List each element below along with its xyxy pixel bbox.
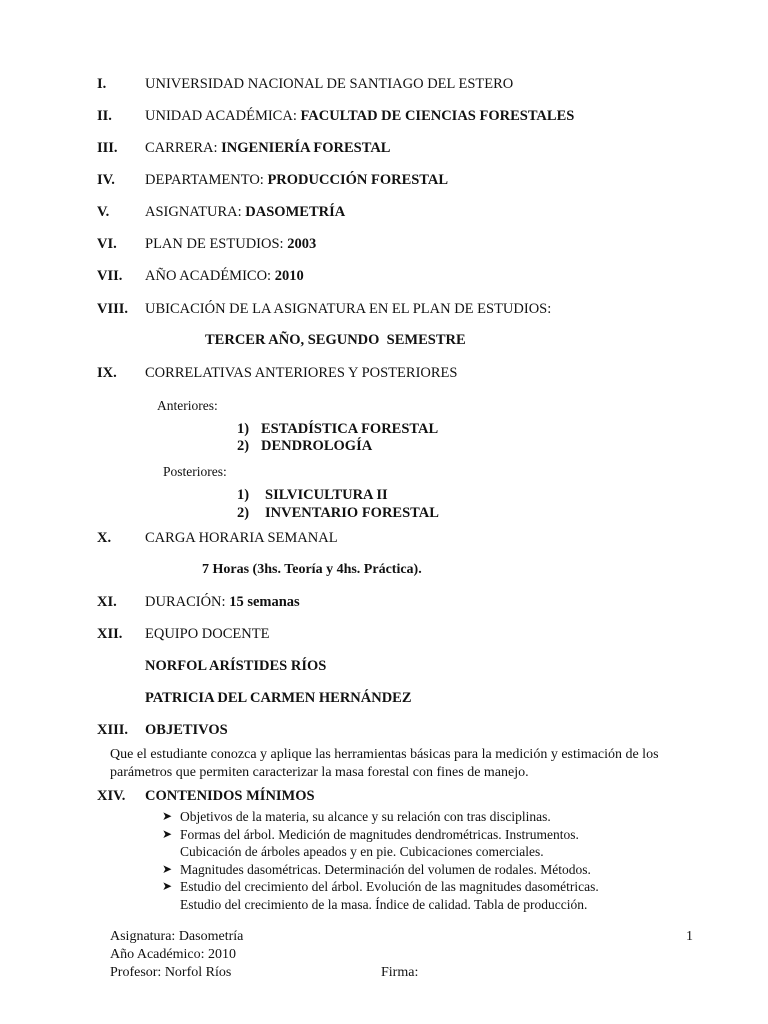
item-text: INVENTARIO FORESTAL xyxy=(265,505,439,521)
section-8 xyxy=(97,301,552,318)
arrow-bullet-icon: ➤ xyxy=(162,826,173,841)
section-value: FACULTAD DE CIENCIAS FORESTALES xyxy=(300,108,575,124)
docente-name: PATRICIA DEL CARMEN HERNÁNDEZ xyxy=(145,690,412,706)
item-text: ESTADÍSTICA FORESTAL xyxy=(261,421,439,437)
section-label: CARGA HORARIA SEMANAL xyxy=(145,530,338,546)
section-7 xyxy=(97,268,304,285)
section-13 xyxy=(97,722,228,739)
section-label: EQUIPO DOCENTE xyxy=(145,626,270,642)
section-number: IV. xyxy=(97,172,115,188)
arrow-bullet-icon: ➤ xyxy=(162,861,173,876)
list-item: ➤ Objetivos de la materia, su alcance y su relación con tras disciplinas. xyxy=(162,809,551,824)
section-label: DEPARTAMENTO: xyxy=(145,172,264,188)
arrow-bullet-icon: ➤ xyxy=(162,809,173,823)
section-label: PLAN DE ESTUDIOS: xyxy=(145,236,284,252)
section-value: PRODUCCIÓN FORESTAL xyxy=(267,172,449,188)
item-number: 2) xyxy=(237,505,250,521)
section-2 xyxy=(97,108,575,125)
section-number: V. xyxy=(97,204,110,220)
section-label: OBJETIVOS xyxy=(145,722,228,738)
section-14 xyxy=(97,788,315,805)
section-label: DURACIÓN: xyxy=(145,594,226,610)
contenidos-list xyxy=(162,808,682,914)
footer-profesor: Profesor: Norfol Ríos xyxy=(110,965,232,980)
section-value: 15 semanas xyxy=(229,594,300,610)
carga-horaria-value: 7 Horas (3hs. Teoría y 4hs. Práctica). xyxy=(202,562,422,577)
section-number: VII. xyxy=(97,268,123,284)
section-number: VI. xyxy=(97,236,117,252)
anteriores-item xyxy=(237,438,373,455)
item-number: 2) xyxy=(237,438,250,454)
section-number: XIII. xyxy=(97,722,129,738)
section-number: XI. xyxy=(97,594,117,610)
list-item: ➤ Magnitudes dasométricas. Determinación del volumen de rodales. Métodos. xyxy=(162,861,591,877)
section-12 xyxy=(97,626,270,643)
list-item: ➤ Estudio del crecimiento del árbol. Evolución de las magnitudes dasométricas. Estudio del crecimiento de la masa. Índice de calidad. Tabla de producción. xyxy=(162,879,599,912)
section-5 xyxy=(97,204,346,221)
section-label: CORRELATIVAS ANTERIORES Y POSTERIORES xyxy=(145,365,458,381)
section-number: VIII. xyxy=(97,301,129,317)
section-value: 2003 xyxy=(287,236,317,252)
section-11 xyxy=(97,594,300,611)
section-label: UNIVERSIDAD NACIONAL DE SANTIAGO DEL ESTERO xyxy=(145,76,514,92)
section-3 xyxy=(97,140,391,157)
section-number: III. xyxy=(97,140,118,156)
item-text: SILVICULTURA II xyxy=(265,487,388,503)
arrow-bullet-icon: ➤ xyxy=(162,879,173,894)
ubicacion-value: TERCER AÑO, SEGUNDO SEMESTRE xyxy=(205,332,466,348)
item-number: 1) xyxy=(237,487,250,503)
item-text: DENDROLOGÍA xyxy=(261,438,373,454)
footer-anio: Año Académico: 2010 xyxy=(110,947,236,962)
section-6 xyxy=(97,236,317,253)
section-number: II. xyxy=(97,108,112,124)
objetivos-text: Que el estudiante conozca y aplique las herramientas básicas para la medición y estimación de los parámetros que permiten caracterizar la masa forestal con fines de manejo. xyxy=(110,747,659,780)
list-item: ➤ Formas del árbol. Medición de magnitudes dendrométricas. Instrumentos. Cubicación de árboles apeados y en pie. Cubicaciones comerciales. xyxy=(162,826,579,860)
page-number: 1 xyxy=(686,929,693,944)
posteriores-item xyxy=(237,505,439,522)
section-number: XIV. xyxy=(97,788,126,804)
docente-name: NORFOL ARÍSTIDES RÍOS xyxy=(145,658,327,674)
section-number: IX. xyxy=(97,365,117,381)
section-9 xyxy=(97,365,458,382)
section-number: I. xyxy=(97,76,107,92)
section-value: INGENIERÍA FORESTAL xyxy=(221,140,391,156)
section-label: CONTENIDOS MÍNIMOS xyxy=(145,788,315,804)
footer-asignatura: Asignatura: Dasometría xyxy=(110,929,244,944)
posteriores-item xyxy=(237,487,388,504)
section-label: UNIDAD ACADÉMICA: xyxy=(145,108,297,124)
footer-firma: Firma: xyxy=(381,965,419,980)
anteriores-item xyxy=(237,421,439,438)
section-value: 2010 xyxy=(274,268,304,284)
section-label: ASIGNATURA: xyxy=(145,204,242,220)
section-label: AÑO ACADÉMICO: xyxy=(145,268,272,284)
item-number: 1) xyxy=(237,421,250,437)
section-1 xyxy=(97,76,514,93)
section-number: X. xyxy=(97,530,112,546)
posteriores-label: Posteriores: xyxy=(163,464,227,479)
section-value: DASOMETRÍA xyxy=(245,204,346,220)
section-label: CARRERA: xyxy=(145,140,218,156)
section-4 xyxy=(97,172,449,189)
anteriores-label: Anteriores: xyxy=(157,398,218,413)
section-10 xyxy=(97,530,338,547)
section-number: XII. xyxy=(97,626,123,642)
section-label: UBICACIÓN DE LA ASIGNATURA EN EL PLAN DE ESTUDIOS: xyxy=(145,301,552,317)
